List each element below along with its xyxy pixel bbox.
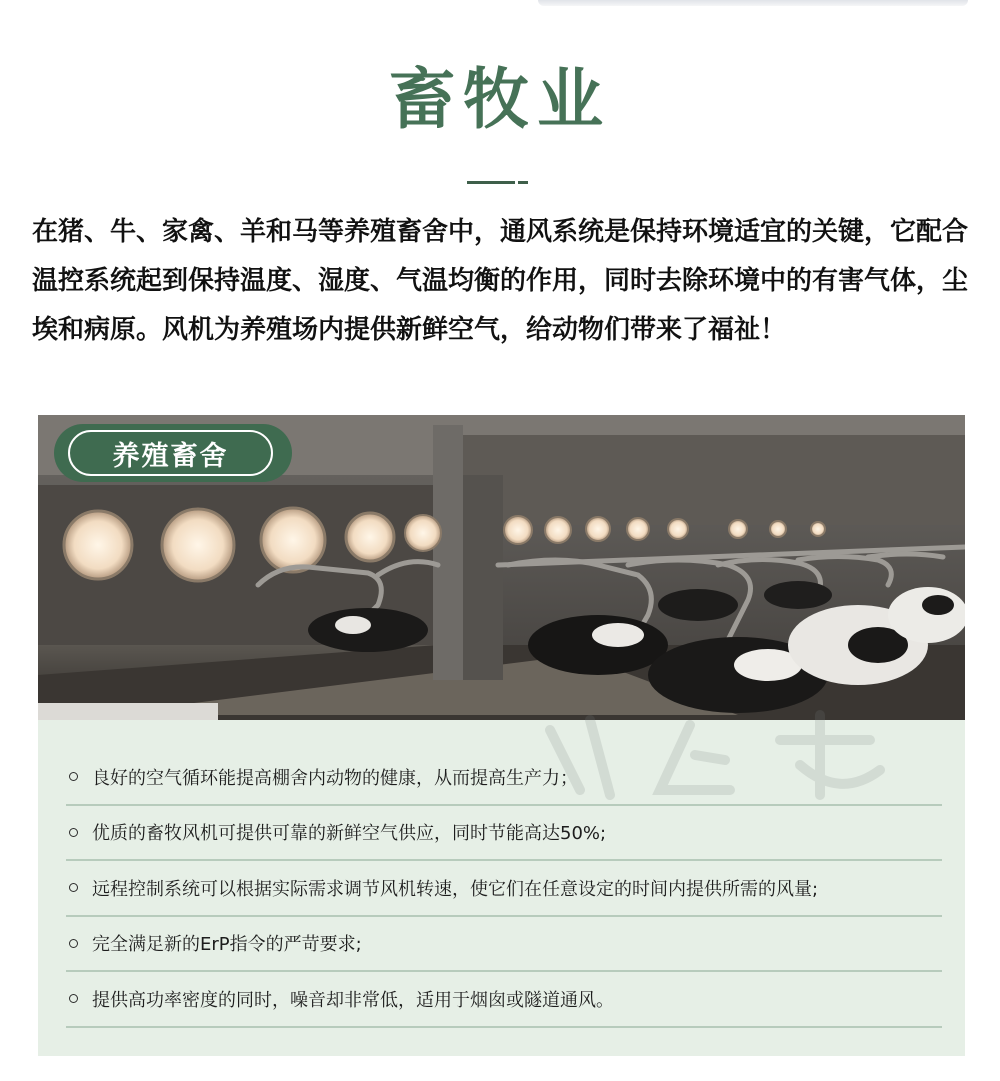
photo-badge: [54, 424, 292, 482]
title-underline: [467, 181, 529, 185]
page-title: 畜牧业: [389, 61, 611, 138]
circle-bullet-icon: [69, 994, 78, 1003]
list-item: [66, 806, 942, 862]
list-item-text: 良好的空气循环能提高棚舍内动物的健康，从而提高生产力；: [92, 767, 578, 789]
circle-bullet-icon: [69, 883, 78, 892]
list-item: [66, 917, 942, 973]
list-item: [66, 861, 942, 917]
list-item-text: 远程控制系统可以根据实际需求调节风机转速，使它们在任意设定的时间内提供所需的风量;: [92, 878, 819, 900]
list-item-text: 优质的畜牧风机可提供可靠的新鲜空气供应，同时节能高达50%;: [92, 823, 607, 845]
circle-bullet-icon: [69, 939, 78, 948]
list-item-text: 完全满足新的ErP指令的严苛要求;: [92, 934, 362, 956]
list-item: [66, 972, 942, 1028]
circle-bullet-icon: [69, 772, 78, 781]
list-item: [66, 750, 942, 806]
feature-list: [66, 750, 942, 1028]
circle-bullet-icon: [69, 828, 78, 837]
top-decoration: [538, 0, 968, 6]
photo-badge-label: 养殖畜舍: [68, 430, 273, 476]
intro-paragraph: 在猪、牛、家禽、羊和马等养殖畜舍中，通风系统是保持环境适宜的关键，它配合温控系统起到保持温度、湿度、气温均衡的作用，同时去除环境中的有害气体，尘埃和病原。风机为养殖场内提供新鲜空气，给动物们带来了福祉！: [32, 217, 969, 345]
list-item-text: 提供高功率密度的同时，噪音却非常低，适用于烟囱或隧道通风。: [92, 989, 614, 1011]
